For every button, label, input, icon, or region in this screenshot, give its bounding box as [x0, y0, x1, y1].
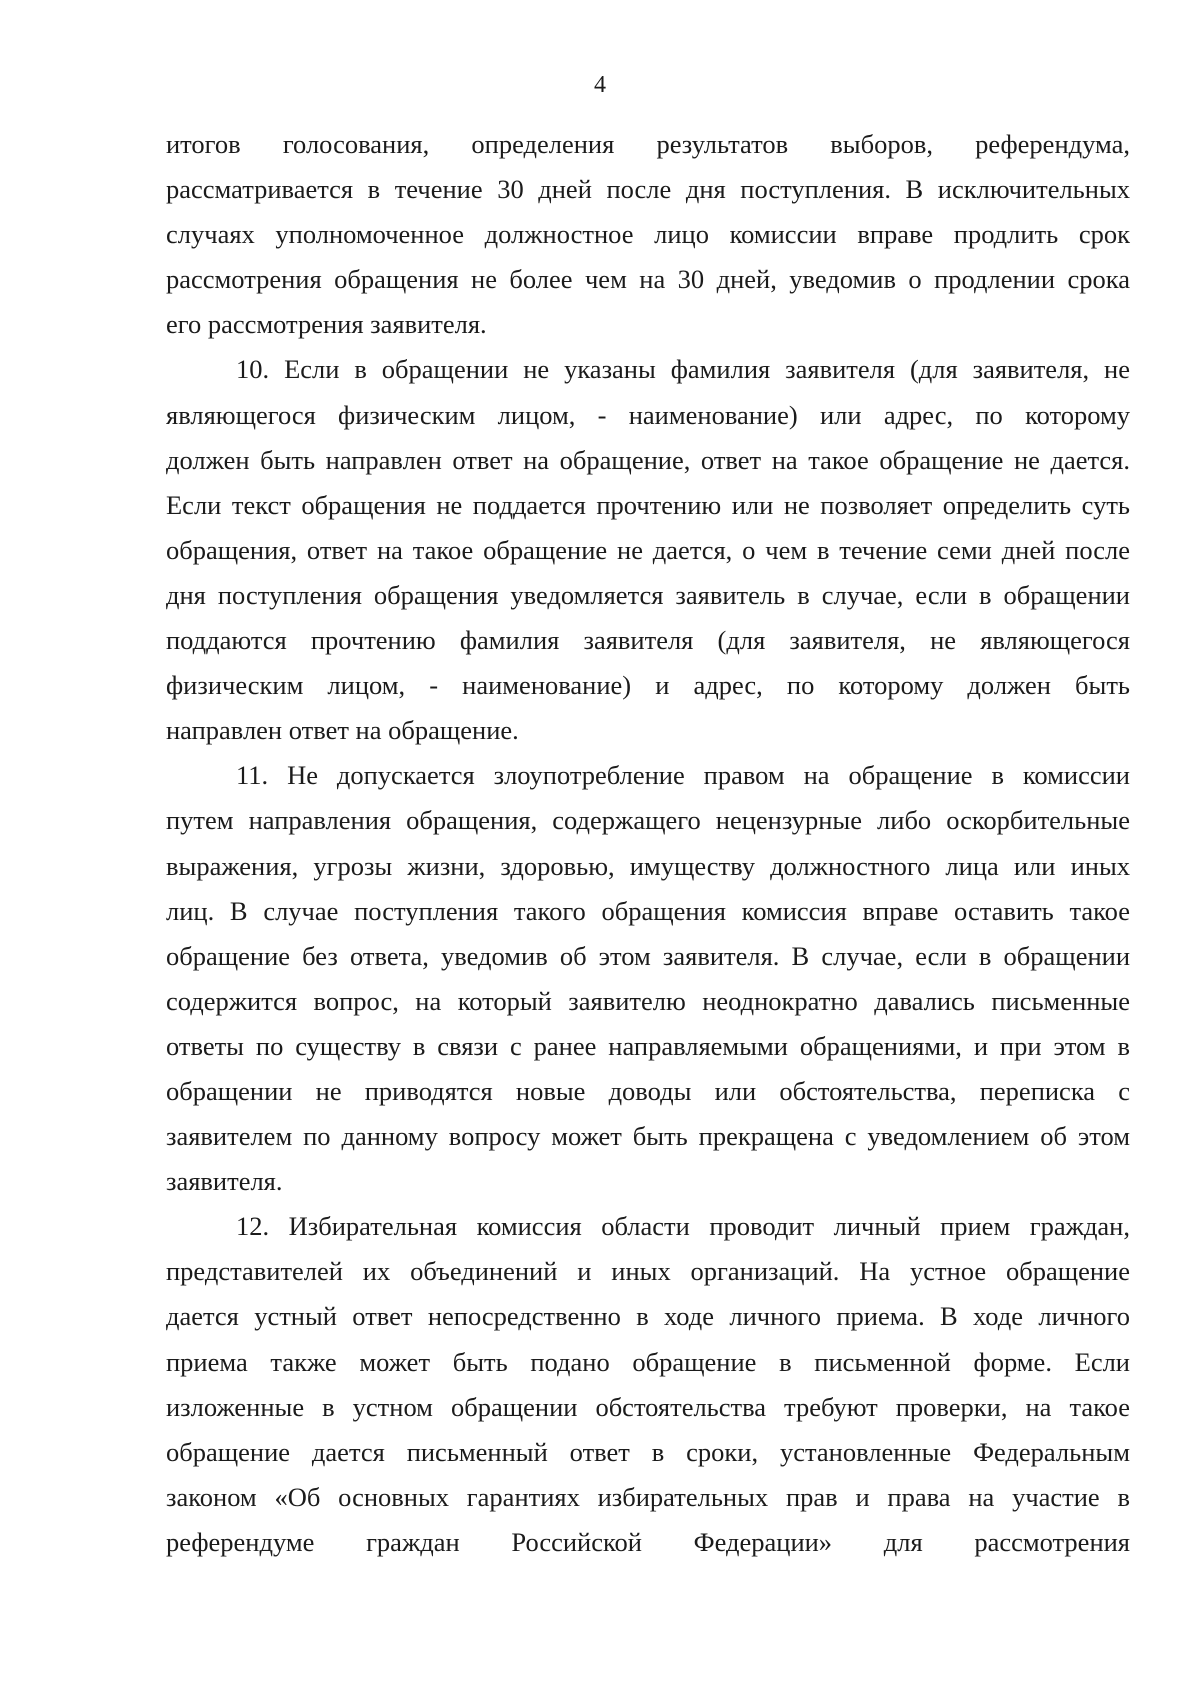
text-line: обращение дается письменный ответ в сроки, установленные Федеральным — [166, 1436, 1130, 1467]
text-line: рассмотрения обращения не более чем на 30 дней, уведомив о продлении срока — [166, 264, 1130, 295]
text-line: приема также может быть подано обращение в письменной форме. Если — [166, 1346, 1130, 1377]
text-line: случаях уполномоченное должностное лицо комиссии вправе продлить срок — [166, 219, 1130, 250]
text-line: лиц. В случае поступления такого обращения комиссия вправе оставить такое — [166, 895, 1130, 926]
text-line: референдуме граждан Российской Федерации» для рассмотрения — [166, 1526, 1130, 1557]
text-line: ответы по существу в связи с ранее направляемыми обращениями, и при этом в — [166, 1030, 1130, 1061]
text-line: обращения, ответ на такое обращение не дается, о чем в течение семи дней после — [166, 534, 1130, 565]
text-line: физическим лицом, - наименование) и адрес, по которому должен быть — [166, 670, 1130, 701]
text-line: являющегося физическим лицом, - наименование) или адрес, по которому — [166, 399, 1130, 430]
text-line: содержится вопрос, на который заявителю неоднократно давались письменные — [166, 985, 1130, 1016]
text-line: Если текст обращения не поддается прочтению или не позволяет определить суть — [166, 489, 1130, 520]
text-line: заявителя. — [166, 1166, 283, 1197]
page-number: 4 — [594, 72, 606, 98]
text-line: дня поступления обращения уведомляется заявитель в случае, если в обращении — [166, 579, 1130, 610]
text-line: поддаются прочтению фамилия заявителя (для заявителя, не являющегося — [166, 625, 1130, 656]
text-line: законом «Об основных гарантиях избирательных прав и права на участие в — [166, 1481, 1130, 1512]
text-line: итогов голосования, определения результатов выборов, референдума, — [166, 129, 1130, 159]
text-line: обращение без ответа, уведомив об этом заявителя. В случае, если в обращении — [166, 940, 1130, 971]
text-line: заявителем по данному вопросу может быть прекращена с уведомлением об этом — [166, 1121, 1130, 1152]
text-line: выражения, угрозы жизни, здоровью, имуществу должностного лица или иных — [166, 850, 1130, 881]
text-line: рассматривается в течение 30 дней после дня поступления. В исключительных — [166, 174, 1130, 205]
text-line: обращении не приводятся новые доводы или обстоятельства, переписка с — [166, 1075, 1130, 1106]
text-line: представителей их объединений и иных организаций. На устное обращение — [166, 1256, 1130, 1287]
text-line: дается устный ответ непосредственно в ходе личного приема. В ходе личного — [166, 1301, 1130, 1332]
text-line: изложенные в устном обращении обстоятельства требуют проверки, на такое — [166, 1391, 1130, 1422]
document-body — [166, 122, 1130, 1565]
text-line: должен быть направлен ответ на обращение, ответ на такое обращение не дается. — [166, 444, 1130, 475]
text-line: его рассмотрения заявителя. — [166, 309, 487, 340]
paragraph-12-start: 12. Избирательная комиссия области проводит личный прием граждан, — [236, 1211, 1130, 1242]
text-line: направлен ответ на обращение. — [166, 715, 519, 746]
text-line: путем направления обращения, содержащего нецензурные либо оскорбительные — [166, 805, 1130, 836]
paragraph-11-start: 11. Не допускается злоупотребление правом на обращение в комиссии — [236, 760, 1130, 791]
paragraph-10-start: 10. Если в обращении не указаны фамилия заявителя (для заявителя, не — [236, 354, 1130, 385]
